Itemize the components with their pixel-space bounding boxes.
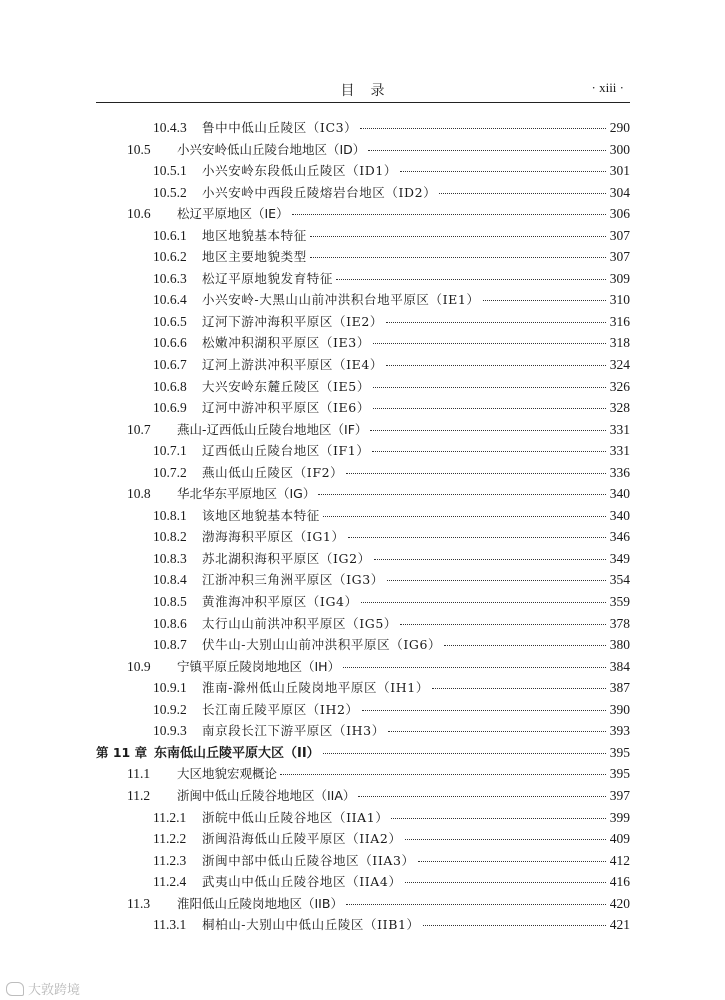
- toc-entry-page: 331: [609, 421, 630, 437]
- dot-leader: [418, 861, 606, 862]
- toc-entry[interactable]: [96, 569, 630, 591]
- toc-entry-page: 306: [609, 206, 630, 222]
- toc-entry-number: 10.4.3: [153, 120, 187, 135]
- dot-leader: [323, 516, 606, 517]
- toc-entry-title: 渤海海积平原区（IG1）: [202, 529, 345, 545]
- toc-entry-page: 395: [609, 744, 630, 760]
- dot-leader: [387, 580, 606, 581]
- toc-entry-page: 309: [609, 270, 630, 286]
- toc-entry[interactable]: [96, 763, 630, 785]
- toc-entry-number: 11.3: [127, 895, 151, 911]
- toc-entry[interactable]: [96, 182, 630, 204]
- toc-entry-number: 10.7.2: [153, 464, 187, 480]
- toc-entry-number: 10.8.2: [153, 529, 187, 545]
- toc-entry-number: 10.6: [127, 206, 151, 222]
- toc-entry[interactable]: [96, 742, 630, 764]
- toc-entry-title: 武夷山中低山丘陵谷地区（IIA4）: [202, 874, 402, 890]
- toc-entry-number: 10.9.2: [153, 701, 187, 717]
- dot-leader: [386, 365, 606, 366]
- toc-entry-page: 354: [609, 572, 630, 588]
- toc-entry-page: 359: [609, 594, 630, 610]
- header-title: 目 录: [340, 83, 386, 99]
- toc-entry-title: 浙皖中低山丘陵谷地区（IIA1）: [202, 809, 389, 825]
- toc-entry-title: 东南低山丘陵平原大区（II）: [154, 745, 320, 761]
- toc-entry-title: 黄淮海冲积平原区（IG4）: [202, 594, 358, 610]
- toc-entry-title: 宁镇平原丘陵岗地地区（IH）: [177, 658, 341, 674]
- toc-entry[interactable]: [96, 311, 630, 333]
- dot-leader: [386, 322, 606, 323]
- toc-entry-title: 太行山山前洪冲积平原区（IG5）: [202, 615, 397, 631]
- toc-entry-number: 10.8.6: [153, 615, 187, 631]
- toc-entry-page: 307: [609, 249, 630, 265]
- dot-leader: [391, 818, 606, 819]
- toc-entry-number: 10.6.7: [153, 357, 187, 373]
- toc-entry[interactable]: [96, 483, 630, 505]
- dot-leader: [388, 731, 606, 732]
- toc-entry-page: 301: [609, 163, 630, 179]
- dot-leader: [372, 451, 606, 452]
- toc-entry-page: 412: [609, 852, 630, 868]
- dot-leader: [423, 925, 606, 926]
- toc-entry-page: 420: [609, 895, 630, 911]
- toc-entry-title: 松辽平原地区（IE）: [177, 206, 289, 222]
- toc-entry-number: 10.7: [127, 421, 151, 437]
- toc-entry-title: 桐柏山-大别山中低山丘陵区（IIB1）: [202, 917, 420, 933]
- toc-entry-number: 10.9: [127, 658, 151, 674]
- toc-entry-title: 小兴安岭低山丘陵台地地区（ID）: [177, 141, 366, 157]
- toc-entry-title: 长江南丘陵平原区（IH2）: [202, 701, 359, 717]
- toc-entry-number: 10.8.3: [153, 550, 187, 566]
- toc-entry-page: 346: [609, 529, 630, 545]
- toc-entry[interactable]: [96, 440, 630, 462]
- toc-entry-page: 300: [609, 141, 630, 157]
- toc-entry-number: 11.2.3: [153, 852, 187, 868]
- toc-entry[interactable]: [96, 807, 630, 829]
- toc-entry-number: 11.2.1: [153, 809, 187, 825]
- toc-entry-title: 浙闽中部中低山丘陵谷地区（IIA3）: [202, 852, 415, 868]
- toc-entry-number: 10.6.2: [153, 249, 187, 265]
- toc-entry[interactable]: [96, 139, 630, 161]
- toc-entry-number: 10.8.7: [153, 637, 187, 653]
- dot-leader: [405, 839, 606, 840]
- toc-entry[interactable]: [96, 613, 630, 635]
- toc-entry-title: 大兴安岭东麓丘陵区（IE5）: [202, 378, 370, 394]
- dot-leader: [405, 882, 606, 883]
- toc-entry-title: 淮阳低山丘陵岗地地区（IIB）: [177, 895, 343, 911]
- toc-entry-number: 10.5: [127, 141, 151, 157]
- toc-entry-page: 421: [609, 917, 630, 933]
- dot-leader: [348, 537, 606, 538]
- toc-entry-page: 399: [609, 809, 630, 825]
- toc-entry-number: 11.3.1: [153, 917, 187, 933]
- toc-entry-title: 江浙冲积三角洲平原区（IG3）: [202, 572, 384, 588]
- toc-entry-title: 大区地貌宏观概论: [177, 766, 278, 782]
- toc-entry-title: 松辽平原地貌发育特征: [202, 270, 334, 286]
- toc-entry[interactable]: [96, 850, 630, 872]
- toc-entry[interactable]: [96, 893, 630, 915]
- toc-entry[interactable]: [96, 397, 630, 419]
- toc-entry-page: 316: [609, 313, 630, 329]
- toc-entry[interactable]: [96, 332, 630, 354]
- toc-entry[interactable]: [96, 160, 630, 182]
- toc-entry-page: 409: [609, 831, 630, 847]
- toc-entry-title: 地区地貌基本特征: [202, 227, 307, 243]
- toc-entry-title: 小兴安岭中西段丘陵熔岩台地区（ID2）: [202, 184, 437, 200]
- toc-entry-page: 387: [609, 680, 630, 696]
- dot-leader: [373, 408, 606, 409]
- toc-entry-title: 该地区地貌基本特征: [202, 507, 320, 523]
- toc-entry-title: 淮南-滁州低山丘陵岗地平原区（IH1）: [202, 680, 429, 696]
- dot-leader: [373, 343, 606, 344]
- toc-entry[interactable]: [96, 699, 630, 721]
- toc-entry-number: 10.8: [127, 486, 151, 502]
- toc-entry[interactable]: [96, 785, 630, 807]
- toc-entry-number: 11.2.2: [153, 831, 187, 847]
- toc-entry[interactable]: [96, 462, 630, 484]
- dot-leader: [400, 624, 606, 625]
- toc-entry-number: 10.8.5: [153, 594, 187, 610]
- toc-entry-page: 384: [609, 658, 630, 674]
- toc-entry[interactable]: [96, 828, 630, 850]
- toc-entry-page: 290: [609, 120, 630, 135]
- toc-entry-title: 辽河中游冲积平原区（IE6）: [202, 400, 370, 416]
- dot-leader: [439, 193, 606, 194]
- toc-entry-number: 10.6.5: [153, 313, 187, 329]
- dot-leader: [483, 300, 606, 301]
- toc-entry[interactable]: [96, 720, 630, 742]
- toc-entry[interactable]: [96, 203, 630, 225]
- toc-entry-title: 伏牛山-大别山山前冲洪积平原区（IG6）: [202, 637, 442, 653]
- toc-entry-title: 南京段长江下游平原区（IH3）: [202, 723, 385, 739]
- toc-entry-page: 310: [609, 292, 630, 308]
- toc-entry-title: 浙闽中低山丘陵谷地地区（IIA）: [177, 787, 356, 803]
- dot-leader: [310, 257, 606, 258]
- toc-entry-title: 燕山-辽西低山丘陵台地地区（IF）: [177, 421, 368, 437]
- toc-entry-page: 416: [609, 874, 630, 890]
- toc-entry-number: 10.5.1: [153, 163, 187, 179]
- toc-entry[interactable]: [96, 246, 630, 268]
- toc-entry-page: 326: [609, 378, 630, 394]
- toc-entry-page: 336: [609, 464, 630, 480]
- toc-entry-number: 第 11 章: [96, 744, 148, 760]
- watermark-text: 大敦跨境: [28, 983, 81, 998]
- dot-leader: [343, 667, 606, 668]
- toc-entry-number: 10.8.4: [153, 572, 187, 588]
- toc-entry[interactable]: [96, 419, 630, 441]
- toc-entry-page: 331: [609, 443, 630, 459]
- dot-leader: [346, 473, 606, 474]
- toc-entry[interactable]: [96, 505, 630, 527]
- toc-entry-number: 11.1: [127, 766, 151, 782]
- toc-entry-title: 浙闽沿海低山丘陵平原区（IIA2）: [202, 831, 402, 847]
- toc-entry-number: 11.2.4: [153, 874, 187, 890]
- dot-leader: [310, 236, 606, 237]
- toc-entry-number: 10.6.4: [153, 292, 187, 308]
- toc-entry-page: 393: [609, 723, 630, 739]
- toc-entry-page: 304: [609, 184, 630, 200]
- header-page-number: · xiii ·: [591, 80, 624, 95]
- toc-entry-title: 苏北湖积海积平原区（IG2）: [202, 550, 371, 566]
- toc-entry-title: 辽河上游洪冲积平原区（IE4）: [202, 357, 384, 373]
- toc-entry-title: 华北华东平原地区（IG）: [177, 486, 316, 502]
- toc-entry-number: 10.6.9: [153, 400, 187, 416]
- toc-entry[interactable]: [96, 354, 630, 376]
- toc-entry-number: 10.8.1: [153, 507, 187, 523]
- toc-entry[interactable]: [96, 526, 630, 548]
- toc-entry[interactable]: [96, 117, 630, 139]
- toc-entry-page: 340: [609, 507, 630, 523]
- toc-entry-page: 324: [609, 357, 630, 373]
- toc-entry[interactable]: [96, 591, 630, 613]
- toc-entry-title: 辽河下游冲海积平原区（IE2）: [202, 313, 384, 329]
- table-of-contents: [96, 117, 630, 936]
- toc-entry-title: 燕山低山丘陵区（IF2）: [202, 464, 344, 480]
- dot-leader: [323, 753, 606, 754]
- toc-entry-page: 340: [609, 486, 630, 502]
- toc-entry[interactable]: [96, 871, 630, 893]
- toc-entry-page: 390: [609, 701, 630, 717]
- toc-entry-title: 小兴安岭-大黑山山前冲洪积台地平原区（IE1）: [202, 292, 480, 308]
- watermark-logo-icon: [6, 982, 24, 996]
- toc-entry-page: 397: [609, 787, 630, 803]
- toc-entry-page: 328: [609, 400, 630, 416]
- toc-entry-page: 318: [609, 335, 630, 351]
- toc-entry-title: 辽西低山丘陵台地区（IF1）: [202, 443, 370, 459]
- toc-entry[interactable]: [96, 548, 630, 570]
- dot-leader: [400, 171, 606, 172]
- running-header: [96, 76, 630, 103]
- toc-entry-number: 10.6.8: [153, 378, 187, 394]
- toc-entry[interactable]: [96, 634, 630, 656]
- toc-entry[interactable]: [96, 268, 630, 290]
- dot-leader: [444, 645, 606, 646]
- dot-leader: [374, 559, 606, 560]
- toc-entry-title: 地区主要地貌类型: [202, 249, 307, 265]
- dot-leader: [368, 150, 606, 151]
- dot-leader: [318, 494, 606, 495]
- toc-entry-page: 380: [609, 637, 630, 653]
- toc-entry-number: 10.5.2: [153, 184, 187, 200]
- toc-entry-number: 10.9.3: [153, 723, 187, 739]
- dot-leader: [346, 904, 606, 905]
- toc-entry-title: 松嫩冲积湖积平原区（IE3）: [202, 335, 370, 351]
- dot-leader: [361, 602, 606, 603]
- dot-leader: [292, 214, 606, 215]
- dot-leader: [373, 387, 606, 388]
- dot-leader: [336, 279, 606, 280]
- toc-entry[interactable]: [96, 914, 630, 936]
- toc-entry-number: 10.6.3: [153, 270, 187, 286]
- toc-entry-title: 小兴安岭东段低山丘陵区（ID1）: [202, 163, 398, 179]
- toc-entry-number: 10.9.1: [153, 680, 187, 696]
- toc-entry-page: 307: [609, 227, 630, 243]
- dot-leader: [360, 128, 606, 129]
- toc-entry-title: 鲁中中低山丘陵区（IC3）: [202, 120, 358, 135]
- toc-entry-number: 10.7.1: [153, 443, 187, 459]
- dot-leader: [358, 796, 606, 797]
- toc-entry-page: 349: [609, 550, 630, 566]
- toc-entry[interactable]: [96, 289, 630, 311]
- toc-entry[interactable]: [96, 656, 630, 678]
- dot-leader: [362, 710, 606, 711]
- toc-entry-page: 378: [609, 615, 630, 631]
- toc-entry[interactable]: [96, 376, 630, 398]
- toc-entry[interactable]: [96, 677, 630, 699]
- watermark: [6, 979, 80, 998]
- toc-entry-number: 10.6.1: [153, 227, 187, 243]
- toc-entry-number: 11.2: [127, 787, 151, 803]
- dot-leader: [432, 688, 606, 689]
- toc-entry[interactable]: [96, 225, 630, 247]
- dot-leader: [370, 430, 606, 431]
- dot-leader: [280, 774, 606, 775]
- toc-entry-page: 395: [609, 766, 630, 782]
- toc-entry-number: 10.6.6: [153, 335, 187, 351]
